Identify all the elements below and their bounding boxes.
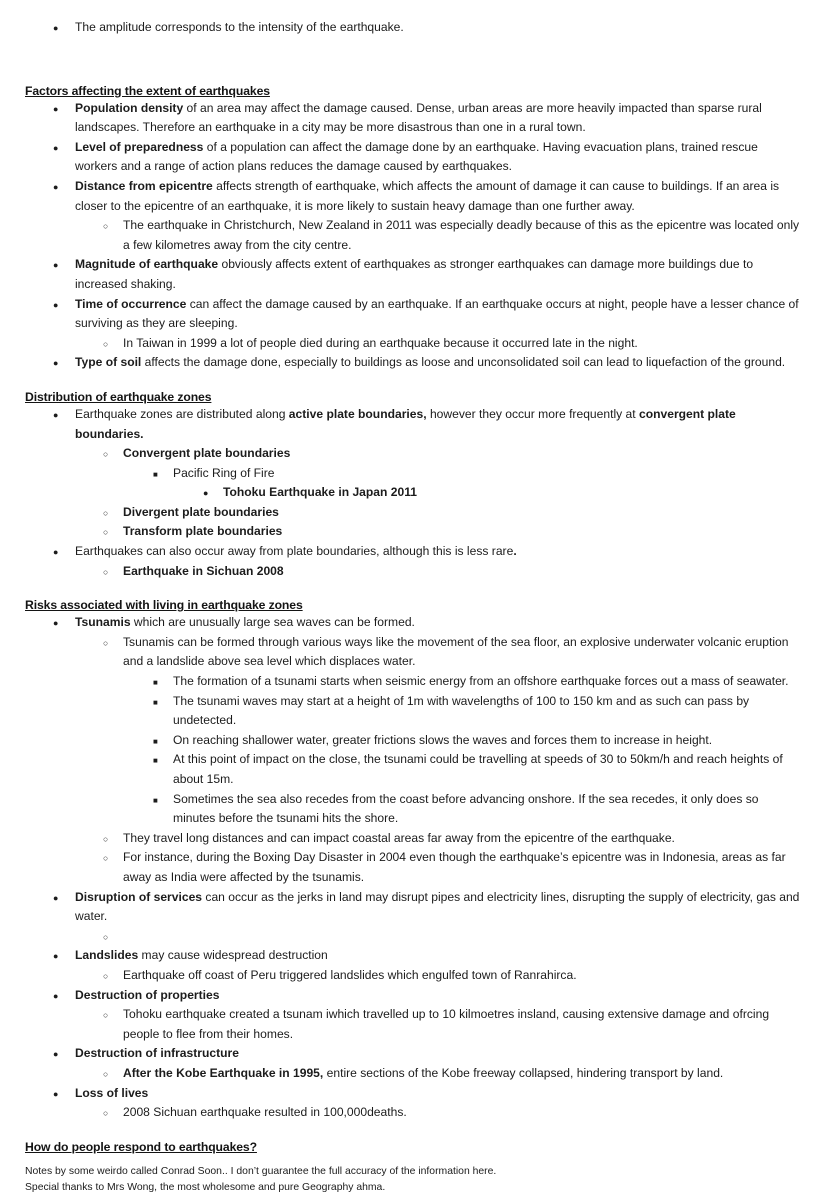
text-run: Tohoku earthquake created a tsunam iwhich travelled up to 10 kilmoetres insland, causing extensive damage and ofrcing people to flee from their homes. — [123, 1007, 770, 1041]
bullet-item-level-4 — [25, 483, 803, 503]
section-gap — [25, 373, 803, 390]
bullet-text — [75, 138, 803, 177]
bold-run: Loss of lives — [75, 1085, 149, 1100]
footer-line-1: Notes by some weirdo called Conrad Soon.. I don’t guarantee the full accuracy of the information here. — [25, 1165, 497, 1177]
bullet-text — [123, 927, 803, 947]
bold-run: Divergent plate boundaries — [123, 504, 279, 519]
bullet-text — [75, 353, 803, 373]
bullet-text — [75, 888, 803, 927]
bullet-marker-square-icon: ■ — [153, 756, 158, 766]
text-run: affects strength of earthquake, which affects the amount of damage it can cause to buildings. If an area is closer to the epicentre of an earthquake, it is more likely to sustain heavy damage than one further away. — [75, 178, 780, 213]
bullet-item-level-1 — [25, 542, 803, 562]
bullet-text — [123, 522, 803, 542]
bullet-marker-circle-icon: ○ — [103, 221, 109, 232]
text-run: Sometimes the sea also recedes from the coast before advancing onshore. If the sea recedes, it only does so minutes before the tsunami hits the shore. — [173, 791, 759, 826]
document-section — [25, 598, 803, 1139]
bullet-marker-disc-icon: ● — [53, 409, 59, 420]
text-run: Tsunamis can be formed through various ways like the movement of the sea floor, an explosive underwater volcanic eruption and a landslide above sea level which displaces water. — [123, 634, 789, 669]
bullet-text — [75, 18, 803, 38]
bullet-marker-disc-icon: ● — [53, 181, 59, 192]
section-heading: Distribution of earthquake zones — [25, 389, 212, 404]
section-gap — [25, 38, 803, 84]
bullet-marker-circle-icon: ○ — [103, 338, 109, 349]
bullet-text — [173, 731, 803, 751]
bullet-marker-disc-icon: ● — [53, 358, 59, 369]
bullet-item-level-1 — [25, 255, 803, 294]
bold-run: Landslides — [75, 948, 139, 963]
bullet-marker-circle-icon: ○ — [103, 1068, 109, 1079]
bullet-text — [123, 848, 803, 887]
sections-container — [25, 84, 803, 1155]
bullet-text — [173, 464, 803, 484]
bullet-marker-disc-icon: ● — [53, 260, 59, 271]
bullet-item-level-2 — [25, 334, 803, 354]
bullet-text — [173, 672, 803, 692]
bold-run: Magnitude of earthquake — [75, 257, 219, 272]
bullet-marker-circle-icon: ○ — [103, 853, 109, 864]
document-section — [25, 84, 803, 390]
bullet-marker-circle-icon: ○ — [103, 970, 109, 981]
text-run: The tsunami waves may start at a height of 1m with wavelengths of 100 to 150 km and as such can pass by undetected. — [173, 693, 750, 728]
bullet-marker-circle-icon: ○ — [103, 931, 109, 942]
bullet-marker-square-icon: ■ — [153, 697, 158, 707]
bullet-text — [123, 966, 803, 986]
section-heading: How do people respond to earthquakes? — [25, 1139, 257, 1154]
text-run: obviously affects extent of earthquakes as stronger earthquakes can damage more buildings due to increased shaking. — [75, 257, 754, 291]
text-run: On reaching shallower water, greater frictions slows the waves and forces them to increase in height. — [173, 732, 713, 747]
bullet-text — [123, 562, 803, 582]
bold-run: Earthquake in Sichuan 2008 — [123, 563, 284, 578]
text-run: In Taiwan in 1999 a lot of people died during an earthquake because it occurred late in the night. — [123, 335, 638, 350]
bullet-marker-disc-icon: ● — [203, 488, 209, 499]
bullet-marker-circle-icon: ○ — [103, 527, 109, 538]
bullet-item-level-2 — [25, 1103, 803, 1123]
text-run: Earthquakes can also occur away from plate boundaries, although this is less rare — [75, 544, 514, 559]
section-heading: Factors affecting the extent of earthquakes — [25, 83, 270, 98]
document-section — [25, 390, 803, 598]
bullet-marker-square-icon: ■ — [153, 469, 158, 479]
text-run: may cause widespread destruction — [138, 948, 328, 963]
text-run: of an area may affect the damage caused. Dense, urban areas are more heavily impacted than sparse rural landscapes. Therefore an earthquake in a city may be more disastrous than one in a rural town. — [75, 100, 762, 135]
bullet-marker-disc-icon: ● — [53, 892, 59, 903]
bullet-marker-circle-icon: ○ — [103, 637, 109, 648]
bold-run: Time of occurrence — [75, 296, 187, 311]
bold-run: Level of preparedness — [75, 139, 204, 154]
bullet-marker-disc-icon: ● — [53, 547, 59, 558]
document-body — [25, 18, 803, 1197]
text-run: affects the damage done, especially to buildings as loose and unconsolidated soil can lead to liquefaction of the ground. — [141, 355, 786, 370]
bullet-item-level-1 — [25, 295, 803, 334]
bold-run: convergent plate boundaries. — [75, 406, 736, 441]
bullet-item-level-2 — [25, 216, 803, 255]
bold-run: Transform plate boundaries — [123, 524, 283, 539]
bold-run: Disruption of services — [75, 889, 203, 904]
text-run: however they occur more frequently at — [426, 406, 639, 421]
bullet-item-level-1 — [25, 99, 803, 138]
bullet-marker-circle-icon: ○ — [103, 566, 109, 577]
bullet-text — [173, 692, 803, 731]
bullet-item-level-2 — [25, 829, 803, 849]
bullet-item-level-1 — [25, 138, 803, 177]
text-run: of a population can affect the damage done by an earthquake. Having evacuation plans, trained rescue workers and a range of action plans reduces the damage caused by earthquakes. — [75, 139, 758, 174]
text-run: At this point of impact on the close, the tsunami could be travelling at speeds of 30 to 50km/h and reach heights of about 15m. — [173, 752, 783, 786]
bullet-marker-circle-icon: ○ — [103, 833, 109, 844]
bullet-item-level-3 — [25, 731, 803, 751]
bold-run: Destruction of properties — [75, 987, 220, 1002]
bullet-text — [123, 1005, 803, 1044]
bullet-text — [75, 295, 803, 334]
bullet-text — [123, 1064, 803, 1084]
bullet-text — [75, 1044, 803, 1064]
bullet-item-level-1 — [25, 986, 803, 1006]
bullet-item-level-1 — [25, 177, 803, 216]
section-gap — [25, 581, 803, 598]
bullet-item-level-3 — [25, 464, 803, 484]
section-heading: Risks associated with living in earthquake zones — [25, 598, 303, 613]
bullet-marker-circle-icon: ○ — [103, 1010, 109, 1021]
bullet-item-level-1 — [25, 1044, 803, 1064]
bullet-text — [223, 483, 803, 503]
section-gap — [25, 1123, 803, 1140]
text-run: can affect the damage caused by an earthquake. If an earthquake occurs at night, people have a lesser chance of surviving as they are sleeping. — [75, 296, 799, 331]
footer-gap — [25, 1155, 803, 1164]
bullet-marker-square-icon: ■ — [153, 678, 158, 688]
bold-run: Population density — [75, 100, 184, 115]
bullet-marker-circle-icon: ○ — [103, 449, 109, 460]
bullet-text — [75, 542, 803, 562]
bullet-marker-disc-icon: ● — [53, 299, 59, 310]
bullet-item-level-2 — [25, 1005, 803, 1044]
bullet-text — [123, 829, 803, 849]
bullet-text — [173, 750, 803, 789]
bullet-text — [123, 633, 803, 672]
text-run: Earthquake zones are distributed along — [75, 406, 289, 421]
bullet-text — [123, 334, 803, 354]
document-section — [25, 1140, 803, 1155]
bullet-item-level-2 — [25, 966, 803, 986]
bullet-text — [75, 177, 803, 216]
bullet-marker-disc-icon: ● — [53, 103, 59, 114]
text-run: can occur as the jerks in land may disrupt pipes and electricity lines, disrupting the supply of electricity, gas and water. — [75, 889, 800, 924]
text-run: Pacific Ring of Fire — [173, 465, 275, 480]
text-run: For instance, during the Boxing Day Disaster in 2004 even though the earthquake’s epicentre was in Indonesia, areas as far away as India were affected by the tsunamis. — [123, 850, 786, 884]
bullet-item-level-2 — [25, 927, 803, 947]
bold-run: active plate boundaries, — [288, 406, 427, 421]
bullet-item-level-2 — [25, 633, 803, 672]
bullet-text — [75, 99, 803, 138]
text-run: 2008 Sichuan earthquake resulted in 100,000deaths. — [123, 1105, 407, 1120]
bullet-marker-disc-icon: ● — [53, 1088, 59, 1099]
bullet-text — [75, 255, 803, 294]
bullet-item-level-1 — [25, 1084, 803, 1104]
bullet-text — [123, 1103, 803, 1123]
bullet-marker-disc-icon: ● — [53, 990, 59, 1001]
bullet-item-level-2 — [25, 562, 803, 582]
bullet-item-level-2 — [25, 444, 803, 464]
bullet-marker-square-icon: ■ — [153, 736, 158, 746]
bullet-marker-disc-icon: ● — [53, 1049, 59, 1060]
bold-run: Destruction of infrastructure — [75, 1046, 239, 1061]
bullet-item-level-1 — [25, 613, 803, 633]
bullet-text — [75, 986, 803, 1006]
text-run: The earthquake in Christchurch, New Zealand in 2011 was especially deadly because of this as the epicentre was located only a few kilometres away from the city centre. — [123, 218, 800, 252]
bullet-marker-disc-icon: ● — [53, 951, 59, 962]
bold-run: Convergent plate boundaries — [123, 446, 291, 461]
text-run: entire sections of the Kobe freeway collapsed, hindering transport by land. — [323, 1065, 724, 1080]
bullet-item-level-2 — [25, 503, 803, 523]
text-run: They travel long distances and can impact coastal areas far away from the epicentre of the earthquake. — [123, 830, 675, 845]
bullet-text — [75, 405, 803, 444]
bullet-item-level-1 — [25, 353, 803, 373]
bold-run: Type of soil — [75, 355, 142, 370]
bullet-marker-circle-icon: ○ — [103, 507, 109, 518]
bold-run: Tsunamis — [75, 615, 131, 630]
bullet-text — [123, 503, 803, 523]
bullet-text — [123, 444, 803, 464]
bullet-item-level-1 — [25, 946, 803, 966]
bullet-marker-disc-icon: ● — [53, 618, 59, 629]
bullet-text — [75, 946, 803, 966]
bullet-item-level-1 — [25, 888, 803, 927]
text-run: Earthquake off coast of Peru triggered landslides which engulfed town of Ranrahirca. — [123, 967, 577, 982]
bullet-item-level-2 — [25, 848, 803, 887]
footer-line-2: Special thanks to Mrs Wong, the most wholesome and pure Geography ahma. — [25, 1182, 386, 1194]
bullet-marker-square-icon: ■ — [153, 795, 158, 805]
bullet-item-level-2 — [25, 1064, 803, 1084]
text-run: which are unusually large sea waves can be formed. — [130, 615, 415, 630]
bullet-item-level-3 — [25, 790, 803, 829]
bullet-marker-disc-icon: ● — [53, 142, 59, 153]
bold-run: After the Kobe Earthquake in 1995, — [123, 1065, 324, 1080]
bullet-text — [123, 216, 803, 255]
bullet-item-level-3 — [25, 692, 803, 731]
text-run: The amplitude corresponds to the intensity of the earthquake. — [75, 20, 404, 34]
bullet-item-level-2 — [25, 522, 803, 542]
bullet-item-level-3 — [25, 750, 803, 789]
bullet-text — [173, 790, 803, 829]
bullet-text — [75, 613, 803, 633]
bold-run: Distance from epicentre — [75, 178, 213, 193]
bullet-item-level-1 — [25, 18, 803, 38]
bold-run: Tohoku Earthquake in Japan 2011 — [223, 485, 418, 500]
intro-bullet-list — [25, 18, 803, 38]
bullet-text — [75, 1084, 803, 1104]
bullet-item-level-1 — [25, 405, 803, 444]
bold-run: . — [513, 544, 517, 559]
bullet-marker-disc-icon: ● — [53, 23, 59, 33]
bullet-item-level-3 — [25, 672, 803, 692]
text-run: The formation of a tsunami starts when seismic energy from an offshore earthquake forces out a mass of seawater. — [173, 674, 789, 689]
document-footer — [25, 1164, 803, 1197]
bullet-marker-circle-icon: ○ — [103, 1108, 109, 1119]
